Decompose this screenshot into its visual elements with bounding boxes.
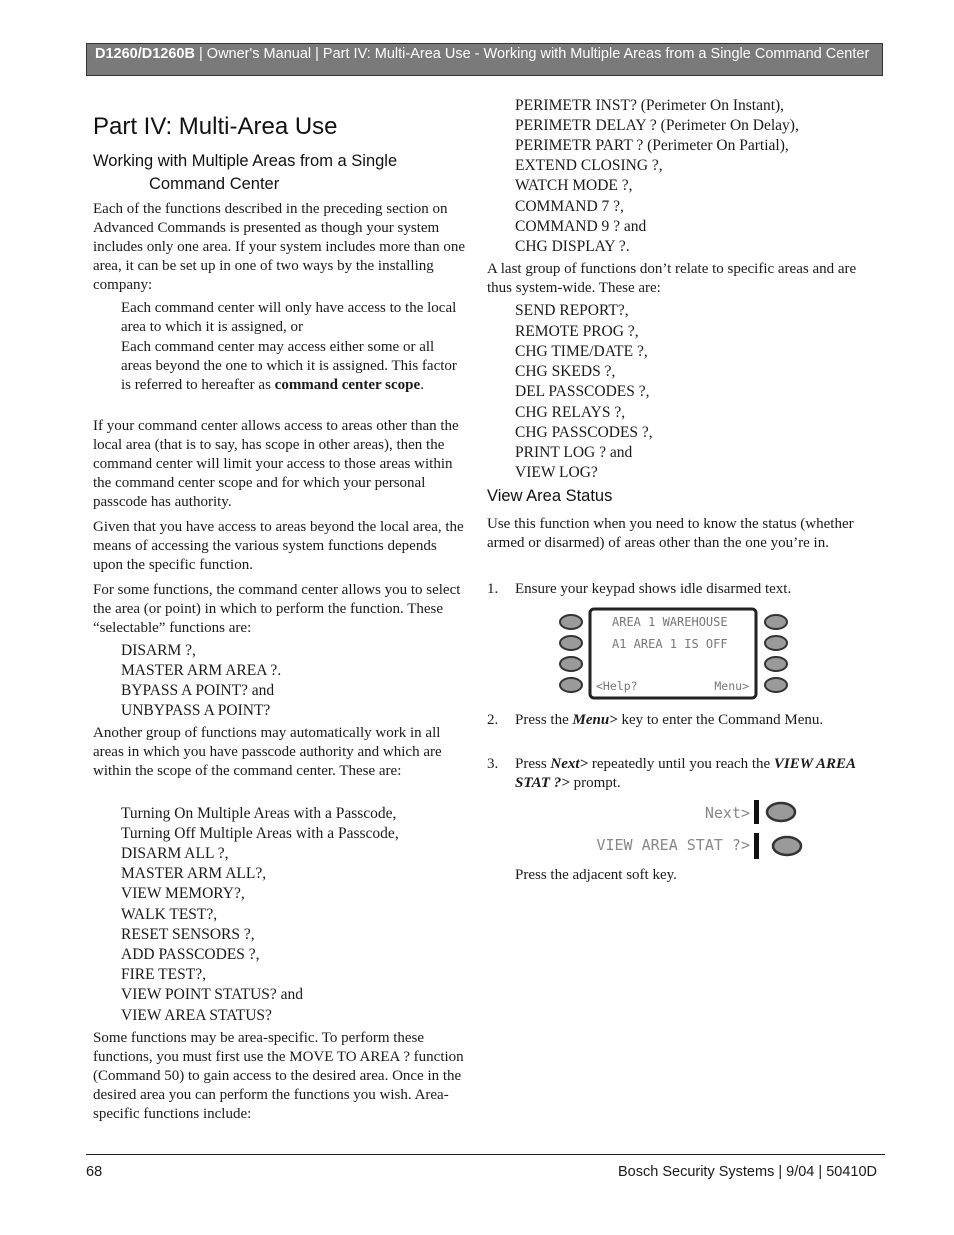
option-2-text: Each command center may access either some or all areas beyond the one to which it is assigned. This factor is referred to hereafter as [121,339,457,393]
list-item: MASTER ARM ALL?, [121,865,267,882]
step-2-part: Press the [515,712,573,728]
view-area-stat-illustration [580,797,810,863]
list-item: CHG DISPLAY ?. [515,238,630,255]
list-item: DISARM ?, [121,642,196,659]
next-key-label: Next> [550,756,589,772]
paragraph-area-specific: Some functions may be area-specific. To perform these functions, you must first use the MOVE TO AREA ? function (Command 50) to gain access to the desired area. Once in the desired area you can perform the functions you wish. Area-specific functions include: [93,1030,464,1122]
paragraph-automatic: Another group of functions may automatically work in all areas in which you have passcode authority and which are within the scope of the command center. These are: [93,725,442,779]
step-2-part: key to enter the Command Menu. [617,712,824,728]
list-item: PERIMETR INST? (Perimeter On Instant), [515,97,785,114]
step-3-part: repeatedly until you reach the [588,756,774,772]
menu-key-label: Menu> [572,712,618,728]
section-heading-multiple-areas [93,150,473,196]
list-item: VIEW LOG? [515,464,598,481]
paragraph-selectable: For some functions, the command center allows you to select the area (or point) in which to perform the function. These “selectable” functions are: [93,582,461,636]
list-item: FIRE TEST?, [121,966,206,983]
step-3-text [515,755,860,793]
display-view-area-stat-label: VIEW AREA STAT ?> [596,836,750,854]
cursor-bar [754,833,759,859]
list-item: PRINT LOG ? and [515,444,633,461]
list-item: DEL PASSCODES ?, [515,383,650,400]
page-number: 68 [86,1164,103,1180]
list-item: EXTEND CLOSING ?, [515,157,663,174]
paragraph-system-wide: A last group of functions don’t relate to specific areas and are thus system-wide. These are: [487,261,857,296]
list-item: COMMAND 7 ?, [515,198,624,215]
list-item: SEND REPORT?, [515,302,629,319]
list-item: COMMAND 9 ? and [515,218,647,235]
lcd-line-2: A1 AREA 1 IS OFF [612,637,728,651]
paragraph-scope: If your command center allows access to areas other than the local area (that is to say, has scope in other areas), then the command center will limit your access to those areas within the command center scope and for which your personal passcode has authority. [93,418,459,510]
list-item: CHG RELAYS ?, [515,404,626,421]
left-soft-keys [560,615,582,692]
paragraph-intro: Each of the functions described in the preceding section on Advanced Commands is presented as though your system includes only one area. If your system includes more than one area, it can be set up in one of two ways by the installing company: [93,201,465,293]
cursor-bar [754,800,759,824]
list-item: VIEW AREA STATUS? [121,1007,272,1024]
lcd-menu-label: Menu> [714,679,749,693]
step-3-part: Press [515,756,551,772]
list-item: DISARM ALL ?, [121,845,229,862]
list-item: Turning On Multiple Areas with a Passcode, [121,805,397,822]
list-item: VIEW MEMORY?, [121,885,245,902]
list-item: CHG PASSCODES ?, [515,424,653,441]
step-number: 3. [487,756,499,772]
header-rest: | Owner's Manual | Part IV: Multi-Area Use - Working with Multiple Areas from a Single Command Center [194,46,870,62]
display-next-label: Next> [704,804,750,822]
list-item: RESET SENSORS ?, [121,926,255,943]
list-item: REMOTE PROG ?, [515,323,639,340]
list-item: PERIMETR DELAY ? (Perimeter On Delay), [515,117,799,134]
view-area-stat-label: VIEW AREA STAT ?> [515,756,856,791]
soft-key [767,803,795,821]
list-item: VIEW POINT STATUS? and [121,986,304,1003]
term-command-center-scope: command center scope [274,377,421,393]
step-3-part: prompt. [569,775,621,791]
indented-option-2 [121,338,465,395]
list-item: Turning Off Multiple Areas with a Passcode, [121,825,399,842]
indented-option-1: Each command center will only have access to the local area to which it is assigned, or [121,300,457,335]
list-item: WATCH MODE ?, [515,177,633,194]
footer-rule [86,1154,885,1155]
section-heading-view-area-status: View Area Status [487,487,613,505]
paragraph-view-area-intro: Use this function when you need to know the status (whether armed or disarmed) of areas other than the one you’re in. [487,516,854,551]
right-soft-keys [765,615,787,692]
list-item: PERIMETR PART ? (Perimeter On Partial), [515,137,789,154]
keypad-display-illustration [556,606,792,702]
paragraph-access: Given that you have access to areas beyond the local area, the means of accessing the various system functions depends upon the specific function. [93,519,464,573]
list-item: ADD PASSCODES ?, [121,946,260,963]
footer-publisher: Bosch Security Systems | 9/04 | 50410D [618,1164,877,1180]
step-2-text [515,711,855,730]
list-item: UNBYPASS A POINT? [121,702,271,719]
running-header [86,43,883,76]
header-model: D1260/D1260B [95,46,195,62]
step-number: 1. [487,581,499,597]
list-item: BYPASS A POINT? and [121,682,275,699]
step-number: 2. [487,712,499,728]
option-2-end: . [420,377,424,393]
page-title: Part IV: Multi-Area Use [93,113,338,140]
list-item: CHG TIME/DATE ?, [515,343,648,360]
section-heading-line1: Working with Multiple Areas from a Single [93,152,398,170]
lcd-line-1: AREA 1 WAREHOUSE [612,615,728,629]
list-item: CHG SKEDS ?, [515,363,616,380]
step-after-text: Press the adjacent soft key. [515,867,677,883]
section-heading-line2: Command Center [149,175,280,193]
lcd-help-label: <Help? [596,679,638,693]
list-item: WALK TEST?, [121,906,218,923]
list-item: MASTER ARM AREA ?. [121,662,282,679]
step-1-text: Ensure your keypad shows idle disarmed text. [515,581,792,597]
soft-key [773,837,801,855]
